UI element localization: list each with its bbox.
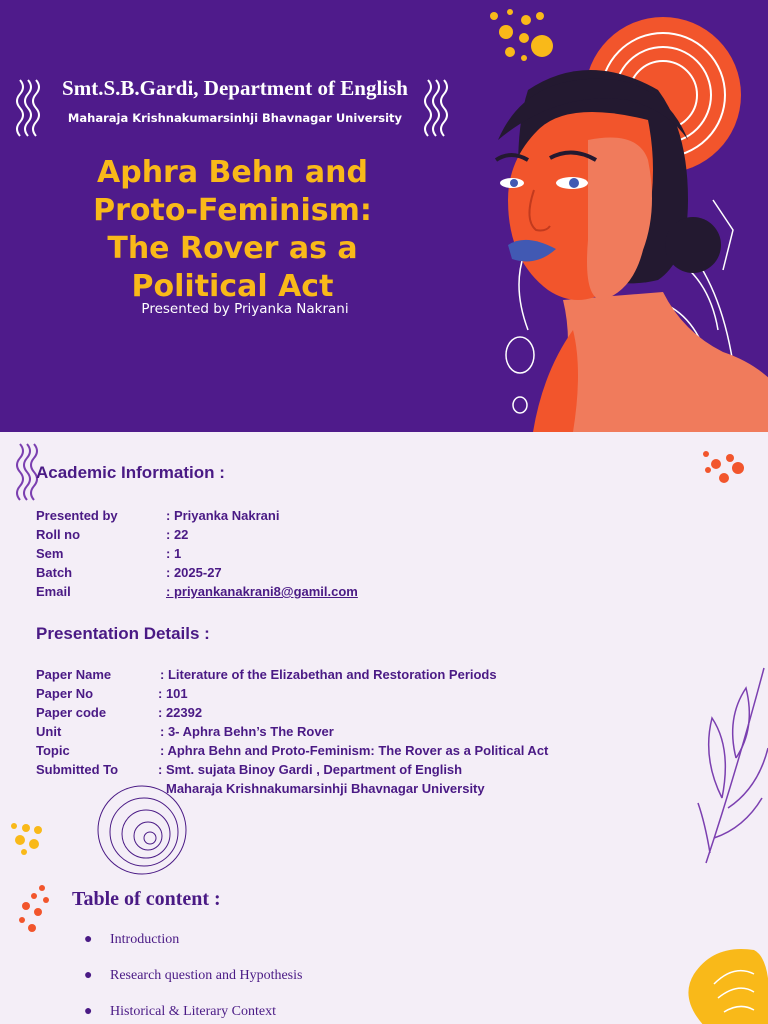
detail-key: Paper Name [36, 667, 112, 682]
detail-key: Topic [36, 743, 70, 758]
detail-key: Unit [36, 724, 62, 739]
yellow-blob-icon [684, 944, 768, 1024]
academic-value: : 1 [166, 546, 182, 561]
orange-dots-small-icon [14, 884, 54, 934]
academic-key: Roll no [36, 527, 81, 542]
department-name: Smt.S.B.Gardi, Department of English [62, 76, 408, 100]
academic-value: : 22 [166, 527, 189, 542]
presentation-title [40, 154, 425, 306]
leaf-branch-icon [698, 658, 768, 868]
detail-value: : 22392 [158, 705, 203, 720]
toc-item-label: Research question and Hypothesis [110, 968, 303, 983]
detail-value: : Aphra Behn and Proto-Feminism: The Rover as a Political Act [160, 743, 549, 758]
spiral-circle-icon [92, 780, 192, 880]
title-line: Aphra Behn and [97, 155, 368, 190]
detail-value: Maharaja Krishnakumarsinhji Bhavnagar University [166, 781, 485, 796]
university-name: Maharaja Krishnakumarsinhji Bhavnagar University [67, 111, 403, 125]
detail-value: : 101 [158, 686, 188, 701]
academic-key: Batch [36, 565, 73, 580]
presenter-line: Presented by Priyanka Nakrani [141, 301, 349, 317]
bullet-icon: ● [84, 968, 93, 983]
title-line: Political Act [131, 269, 334, 304]
academic-info-heading: Academic Information : [36, 463, 225, 482]
detail-value: : Smt. sujata Binoy Gardi , Department of English [158, 762, 463, 777]
toc-heading: Table of content : [72, 888, 221, 910]
bullet-icon: ● [84, 932, 93, 947]
detail-key: Submitted To [36, 762, 119, 777]
academic-key: Presented by [36, 508, 118, 523]
email-link[interactable]: : priyankanakrani8@gamil.com [166, 584, 358, 599]
academic-key: Email [36, 584, 71, 599]
academic-value: : 2025-27 [166, 565, 222, 580]
detail-value: : 3- Aphra Behn’s The Rover [160, 724, 334, 739]
presentation-details-heading: Presentation Details : [36, 624, 210, 643]
yellow-dots-small-icon [8, 820, 48, 856]
detail-key: Paper No [36, 686, 94, 701]
detail-value: : Literature of the Elizabethan and Restoration Periods [160, 667, 497, 682]
academic-value: : Priyanka Nakrani [166, 508, 280, 523]
toc-item-label: Introduction [110, 932, 180, 947]
orange-dots-icon [700, 448, 750, 488]
title-banner [0, 0, 768, 432]
woman-portrait-illustration-icon [468, 0, 768, 432]
title-line: The Rover as a [107, 231, 358, 266]
title-line: Proto-Feminism: [93, 193, 372, 228]
toc-item-label: Historical & Literary Context [110, 1004, 277, 1019]
bullet-icon: ● [84, 1004, 93, 1019]
detail-key: Paper code [36, 705, 107, 720]
academic-key: Sem [36, 546, 64, 561]
